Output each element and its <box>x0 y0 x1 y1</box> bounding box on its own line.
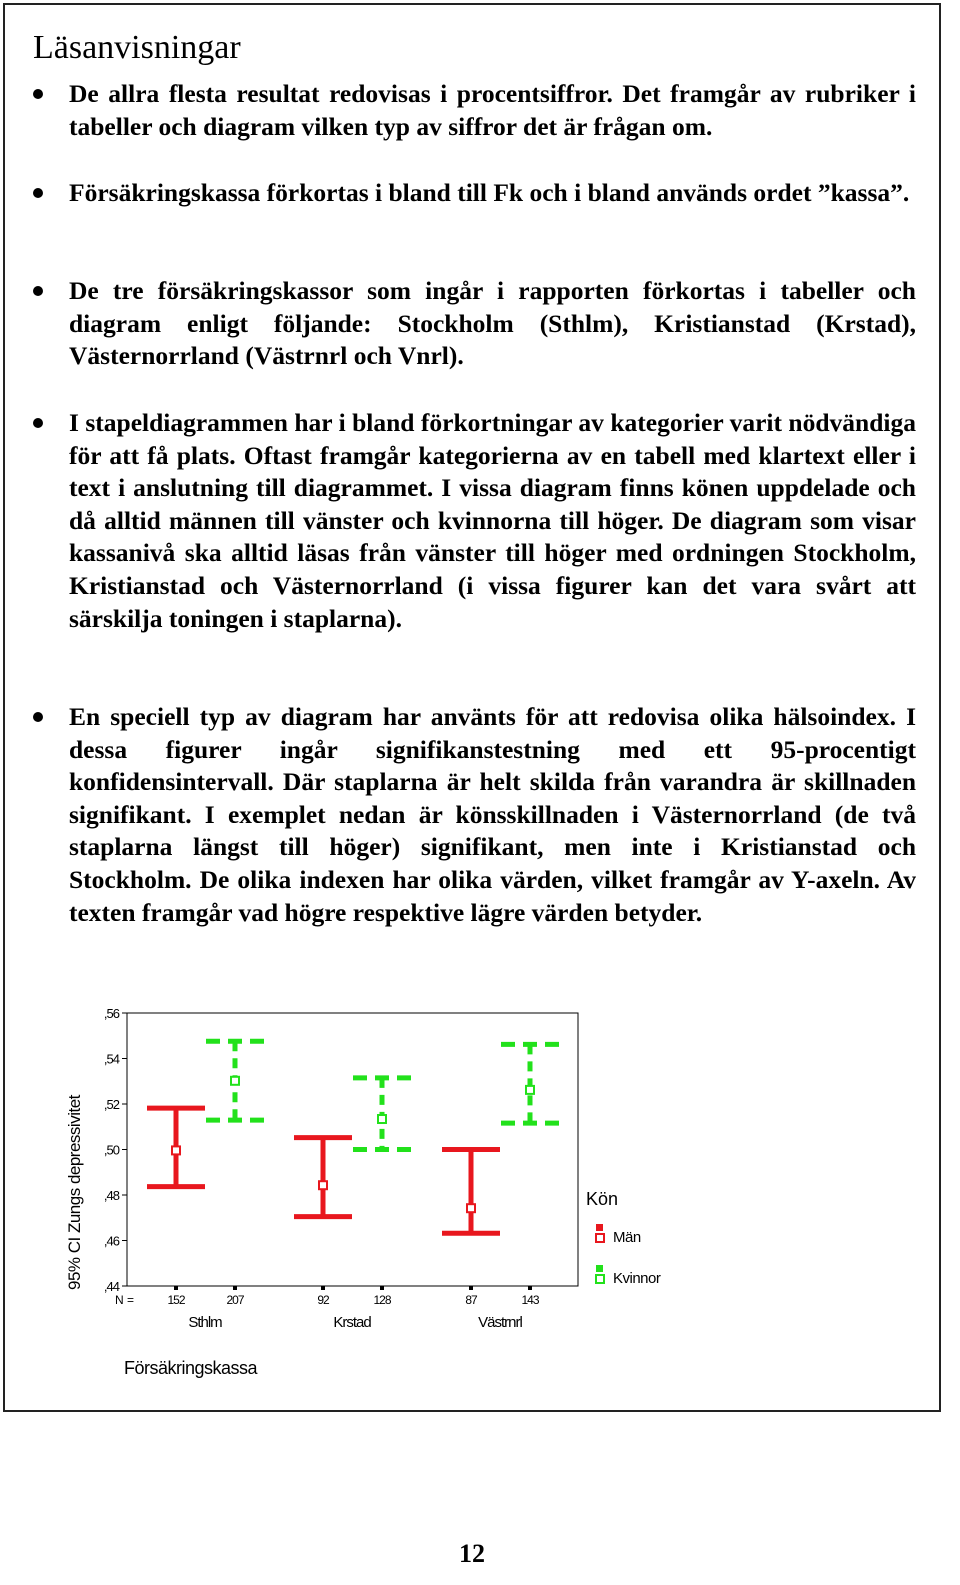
y-tick-label: ,50 <box>103 1142 119 1158</box>
x-tick <box>469 1286 473 1290</box>
mean-marker-män <box>467 1204 475 1212</box>
x-tick <box>321 1286 325 1290</box>
bullet-percent <box>69 78 916 143</box>
bullet-point-icon <box>33 188 43 198</box>
x-tick <box>174 1286 178 1290</box>
bullet-text: I stapeldiagrammen har i bland förkortningar av kategorier varit nödvändiga för att få plats. Oftast framgår kategorierna av en tabell med klartext eller i text i anslutning till diagrammet. I vissa diagram finns könen uppdelade och då alltid männen till vänster och kvinnorna till höger. De diagram som visar kassanivå ska alltid läsas från vänster till höger med ordningen Stockholm, Kristianstad och Västernorrland (i vissa figurer kan det vara svårt att särskilja toningen i staplarna). <box>69 408 916 633</box>
mean-marker-män <box>319 1181 327 1189</box>
y-tick-label: ,56 <box>103 1006 119 1021</box>
y-tick-label: ,46 <box>103 1233 119 1249</box>
n-count-label: 92 <box>317 1293 329 1307</box>
y-tick-labels <box>104 1006 120 1294</box>
x-tick <box>528 1286 532 1290</box>
n-count-label: 207 <box>226 1293 244 1307</box>
bullet-point-icon <box>33 286 43 296</box>
category-label: Västrnrl <box>478 1314 522 1331</box>
confidence-interval-chart <box>0 990 720 1390</box>
chart-marks <box>147 1041 559 1233</box>
x-labels <box>115 1293 540 1378</box>
bullet-text: Försäkringskassa förkortas i bland till Fk och i bland används ordet ”kassa”. <box>69 178 910 207</box>
plot-area-border <box>127 1013 578 1286</box>
y-tick-label: ,44 <box>103 1279 119 1294</box>
bullet-point-icon <box>33 712 43 722</box>
n-count-label: 87 <box>465 1293 477 1307</box>
bullet-bar-charts <box>69 407 916 635</box>
n-count-label: 143 <box>521 1293 539 1307</box>
mean-marker-män <box>172 1146 180 1154</box>
x-tick <box>233 1286 237 1290</box>
n-count-label: 128 <box>373 1293 391 1307</box>
legend-title: Kön <box>586 1189 619 1209</box>
bullet-text: De allra flesta resultat redovisas i procentsiffror. Det framgår av rubriker i tabeller och diagram vilken typ av siffror det är frågan om. <box>69 79 916 141</box>
category-label: Sthlm <box>188 1314 222 1331</box>
x-tick <box>380 1286 384 1290</box>
legend-swatch-marker <box>596 1275 604 1283</box>
bullet-kassor <box>69 275 916 373</box>
bullet-abbreviation-fk <box>69 177 916 210</box>
x-axis-label: Försäkringskassa <box>124 1358 258 1378</box>
legend-swatch-fill <box>596 1265 603 1272</box>
mean-marker-kvinnor <box>526 1086 534 1094</box>
n-prefix-label: N = <box>115 1293 135 1307</box>
n-count-label: 152 <box>167 1293 185 1307</box>
y-tick-label: ,54 <box>103 1051 119 1067</box>
page-heading: Läsanvisningar <box>33 29 241 66</box>
chart-legend <box>586 1189 661 1287</box>
mean-marker-kvinnor <box>231 1077 239 1085</box>
category-label: Krstad <box>333 1314 371 1331</box>
y-axis-label: 95% CI Zungs depressivitet <box>65 1095 84 1290</box>
bullet-point-icon <box>33 89 43 99</box>
legend-swatch-fill <box>596 1224 603 1231</box>
mean-marker-kvinnor <box>378 1115 386 1123</box>
bullet-health-index <box>69 701 916 929</box>
bullet-text: En speciell typ av diagram har använts för att redovisa olika hälsoindex. I dessa figurer ingår signifikanstestning med ett 95-procentigt konfidensintervall. Där staplarna är helt skilda från varandra är skillnaden signifikant. I exemplet nedan är könsskillnaden i Västernorrland (de två staplarna längst till höger) signifikant, men inte i Kristianstad och Stockholm. De olika indexen har olika värden, vilket framgår av Y-axeln. Av texten framgår vad högre respektive lägre värden betyder. <box>69 702 916 927</box>
page-number: 12 <box>459 1539 485 1568</box>
y-tick-label: ,48 <box>103 1188 119 1203</box>
legend-label: Kvinnor <box>613 1270 661 1287</box>
bullet-text: De tre försäkringskassor som ingår i rapporten förkortas i tabeller och diagram enligt följande: Stockholm (Sthlm), Kristianstad (Krstad), Västernorrland (Västrnrl och Vnrl). <box>69 276 916 371</box>
legend-label: Män <box>613 1229 641 1246</box>
legend-swatch-marker <box>596 1234 604 1242</box>
y-tick-label: ,52 <box>103 1097 119 1112</box>
bullet-point-icon <box>33 418 43 428</box>
